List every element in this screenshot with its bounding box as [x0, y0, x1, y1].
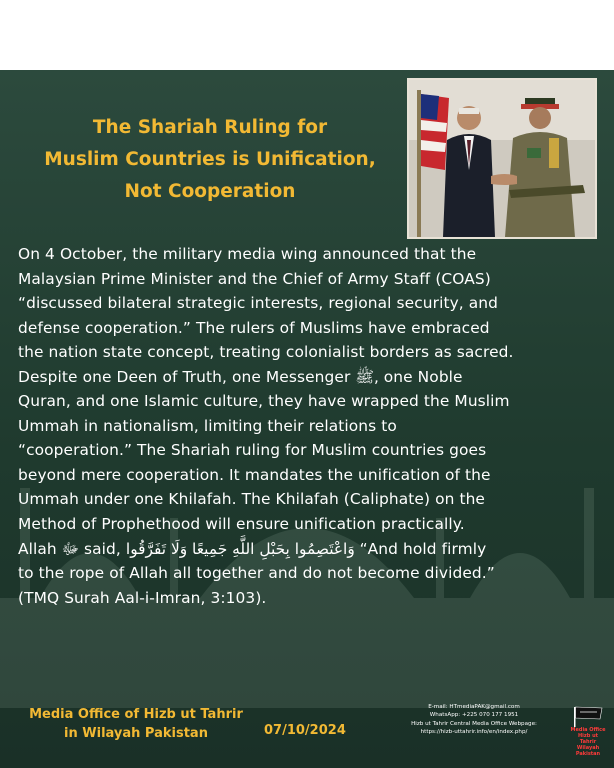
footer	[0, 695, 614, 768]
headline-line-1: The Shariah Ruling for	[92, 117, 328, 138]
body-line: On 4 October, the military media wing announced that the	[18, 245, 477, 263]
email-text: E-mail: HTmediaPAK@gmail.com	[428, 704, 520, 710]
headline-line-3: Not Cooperation	[124, 181, 296, 202]
verse-translation-start: “And hold firmly	[354, 539, 487, 558]
body-line: Despite one Deen of Truth, one Messenger ﷺ, one Noble	[18, 367, 463, 386]
logo-text	[570, 727, 606, 757]
body-line: “discussed bilateral strategic interests, regional security, and	[18, 294, 499, 313]
logo-line-2: Hizb ut Tahrir	[577, 733, 599, 745]
body-line: Malaysian Prime Minister and the Chief of Army Staff (COAS)	[18, 269, 491, 288]
arabic-verse: وَاعْتَصِمُوا بِحَبْلِ اللَّهِ جَمِيعًا وَلَا تَفَرَّقُوا	[125, 539, 355, 558]
logo-line-3: Wilayah Pakistan	[575, 745, 601, 757]
headline-line-2: Muslim Countries is Unification,	[44, 149, 376, 170]
office-line-1: Media Office of Hizb ut Tahrir	[29, 707, 243, 722]
handshake-photo	[407, 78, 597, 239]
statement-body	[18, 242, 596, 610]
handshake-photo-illustration	[409, 80, 595, 237]
flag-icon	[570, 705, 606, 727]
body-line: the nation state concept, treating colonialist borders as sacred.	[18, 343, 514, 362]
body-line: Method of Prophethood will ensure unification practically.	[18, 515, 465, 534]
webpage-label: Hizb ut Tahrir Central Media Office Webpage:	[411, 720, 537, 727]
headline	[12, 112, 408, 208]
body-line: Quran, and one Islamic culture, they have wrapped the Muslim	[18, 392, 510, 411]
logo-line-1: Media Office	[570, 727, 606, 733]
release-date: 07/10/2024	[264, 723, 346, 738]
contact-info	[380, 703, 568, 737]
verse-intro: Allah ﷻ said,	[18, 539, 126, 558]
body-line: beyond mere cooperation. It mandates the unification of the	[18, 465, 491, 484]
body-line: Ummah in nationalism, limiting their relations to	[18, 416, 397, 435]
body-line: Ummah under one Khilafah. The Khilafah (Caliphate) on the	[18, 490, 485, 509]
poster	[0, 70, 614, 768]
webpage-url: https://hizb-uttahrir.info/en/index.php/	[420, 729, 528, 736]
body-line: “cooperation.” The Shariah ruling for Muslim countries goes	[18, 441, 487, 460]
body-line: to the rope of Allah all together and do not become divided.”	[18, 564, 495, 583]
whatsapp-text: WhatsApp: +225 070 177 1951	[429, 712, 519, 719]
body-line: (TMQ Surah Aal-i-Imran, 3:103).	[18, 588, 267, 607]
media-office-name	[16, 705, 256, 743]
body-line-with-verse	[18, 537, 596, 562]
body-line: defense cooperation.” The rulers of Muslims have embraced	[18, 318, 490, 337]
hizb-ut-tahrir-logo	[570, 705, 606, 755]
office-line-2: in Wilayah Pakistan	[64, 726, 208, 741]
